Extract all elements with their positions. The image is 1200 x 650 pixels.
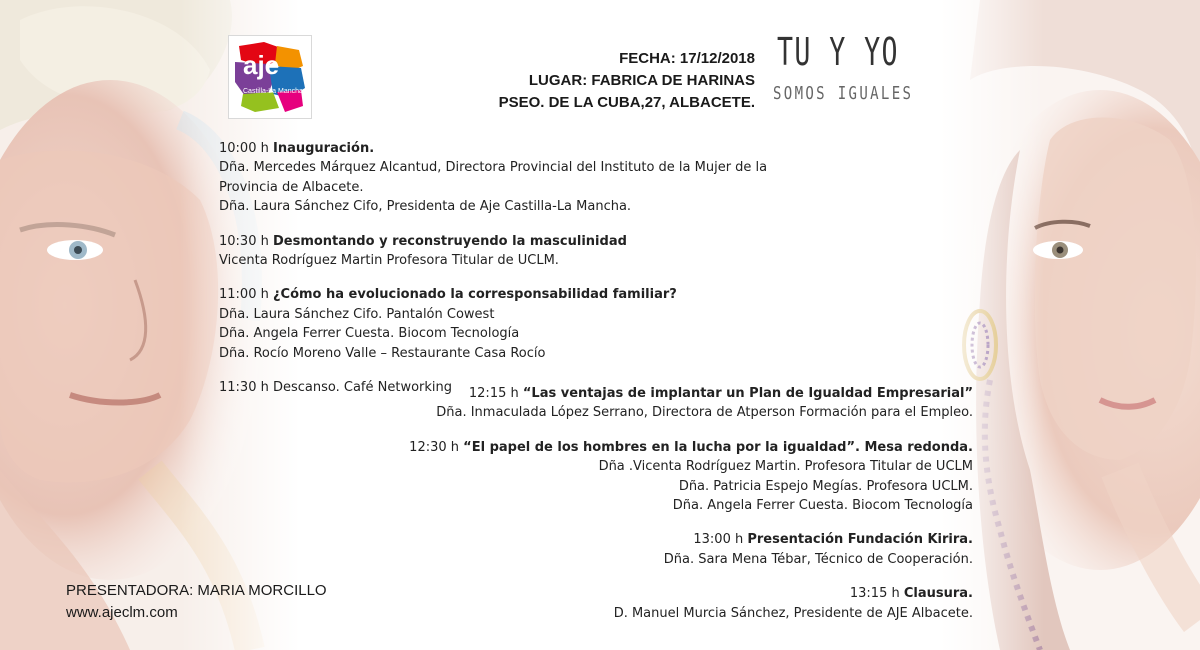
illustration-woman <box>940 0 1200 650</box>
agenda-title: Inauguración. <box>272 141 375 156</box>
logo-subtext: Castilla-La Mancha <box>243 88 303 95</box>
agenda-item <box>353 530 973 569</box>
agenda-item <box>219 285 759 363</box>
agenda-item <box>353 584 973 623</box>
brand-title: TU Y YO <box>777 30 899 74</box>
agenda-line: Dña. Laura Sánchez Cifo. Pantalón Cowest <box>219 306 495 322</box>
agenda-time: 13:00 h <box>693 532 744 548</box>
agenda-item <box>219 139 768 217</box>
agenda-line: Dña. Mercedes Márquez Alcantud, Directora Provincial del Instituto de la Mujer de la <box>219 160 768 176</box>
agenda-title: ¿Cómo ha evolucionado la corresponsabilidad familiar? <box>272 287 677 303</box>
agenda-title: Clausura. <box>903 586 973 602</box>
agenda-title: Desmontando y reconstruyendo la masculinidad <box>272 233 627 249</box>
agenda-line: Dña. Sara Mena Tébar, Técnico de Cooperación. <box>663 551 973 567</box>
agenda-line: D. Manuel Murcia Sánchez, Presidente de AJE Albacete. <box>613 605 973 621</box>
aje-logo <box>228 35 312 119</box>
agenda-morning <box>219 139 768 412</box>
woman-portrait-icon <box>940 0 1200 650</box>
event-address: PSEO. DE LA CUBA,27, ALBACETE. <box>498 94 755 111</box>
agenda-time: 11:30 h <box>219 380 269 396</box>
agenda-time: 13:15 h <box>849 586 900 602</box>
presenter-label: PRESENTADORA: MARIA MORCILLO <box>66 582 327 599</box>
agenda-line: Dña. Rocío Moreno Valle – Restaurante Casa Rocío <box>219 345 546 361</box>
agenda-line: Dña. Angela Ferrer Cuesta. Biocom Tecnología <box>219 326 520 342</box>
brand-lettering <box>775 30 950 110</box>
agenda-item <box>353 438 973 516</box>
agenda-afternoon <box>353 384 973 638</box>
agenda-line: Vicenta Rodríguez Martin Profesora Titular de UCLM. <box>219 253 559 269</box>
agenda-title: Descanso. Café Networking <box>272 380 453 396</box>
agenda-line: Dña. Patricia Espejo Megías. Profesora UCLM. <box>678 478 973 494</box>
agenda-time: 11:00 h <box>219 287 269 303</box>
website-link[interactable]: www.ajeclm.com <box>66 604 178 621</box>
agenda-time: 10:00 h <box>219 141 269 156</box>
agenda-title: “El papel de los hombres en la lucha por la igualdad”. Mesa redonda. <box>463 439 973 455</box>
agenda-time: 12:15 h <box>468 386 519 401</box>
agenda-title: Presentación Fundación Kirira. <box>747 532 973 548</box>
brand-subtitle: SOMOS IGUALES <box>773 83 914 104</box>
agenda-time: 10:30 h <box>219 233 269 249</box>
agenda-title: “Las ventajas de implantar un Plan de Igualdad Empresarial” <box>522 386 973 401</box>
agenda-time: 12:30 h <box>409 439 460 455</box>
agenda-line: Dña. Inmaculada López Serrano, Directora de Atperson Formación para el Empleo. <box>436 405 973 421</box>
agenda-line: Dña. Angela Ferrer Cuesta. Biocom Tecnología <box>672 498 973 514</box>
event-info <box>499 48 755 114</box>
event-venue: LUGAR: FABRICA DE HARINAS <box>528 72 755 89</box>
agenda-line: Dña .Vicenta Rodríguez Martin. Profesora Titular de UCLM <box>598 459 973 475</box>
logo-text: aje <box>243 50 280 80</box>
event-date: FECHA: 17/12/2018 <box>619 50 755 67</box>
agenda-item <box>353 384 973 423</box>
agenda-line: Dña. Laura Sánchez Cifo, Presidenta de Aje Castilla-La Mancha. <box>219 199 632 215</box>
agenda-line: Provincia de Albacete. <box>219 179 364 195</box>
agenda-item <box>219 232 759 271</box>
footer <box>66 580 327 624</box>
